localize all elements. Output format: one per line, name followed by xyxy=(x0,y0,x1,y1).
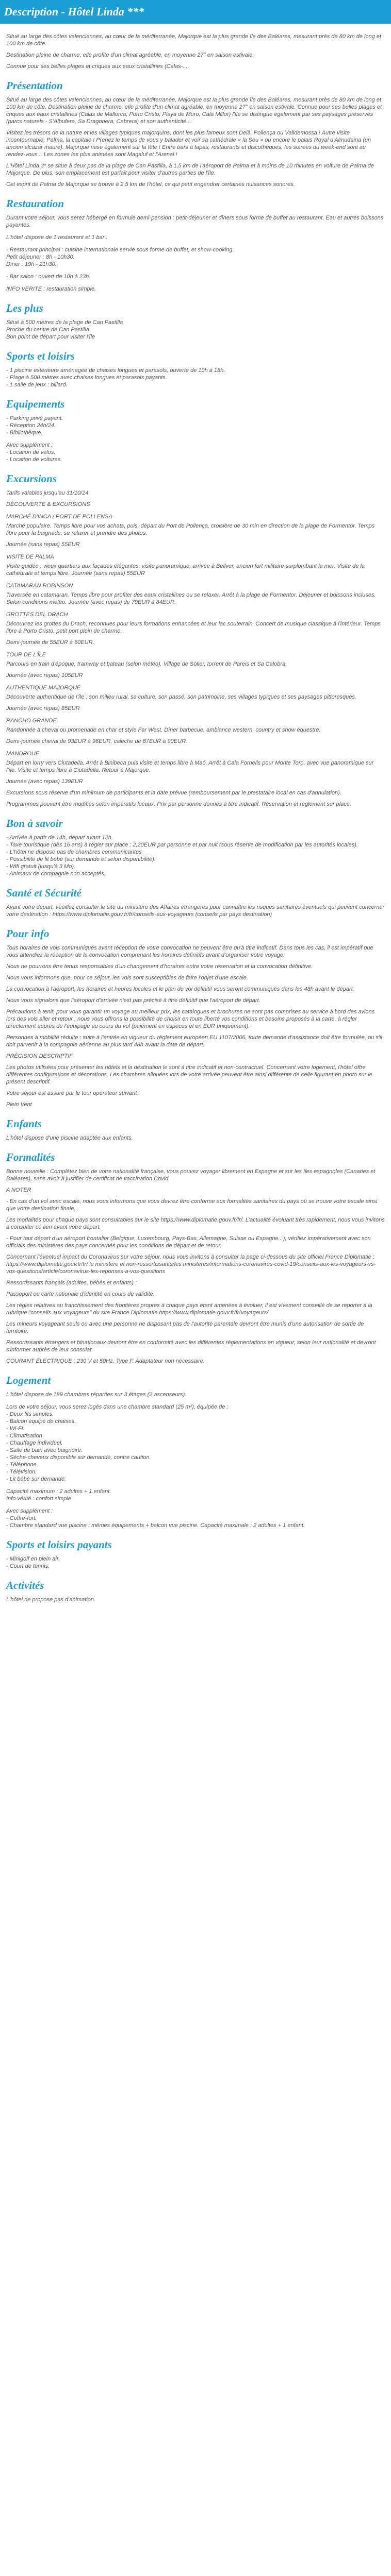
section-heading: Santé et Sécurité xyxy=(6,887,82,899)
section-line: Capacité maximum : 2 adultes + 1 enfant. xyxy=(6,1488,111,1495)
excursion-text: Marché populaire. Temps libre pour vos achats, puis, départ du Port de Pollença, croisière de 30 min en direction de la plage de Formentor. Temps libre pour la baignade, se relaxer et prendre des photos. xyxy=(6,523,375,536)
section-paragraph: Nous ne pourrons être tenus responsables d'un changement d'horaires entre votre réservation et la convocation définitive. xyxy=(6,963,313,970)
section-line: - Parking privé payant. xyxy=(6,415,63,421)
section-heading: Sports et loisirs xyxy=(6,350,75,362)
section-line: Situé à 500 mètres de la plage de Can Pastilla xyxy=(6,319,123,326)
line-gap xyxy=(6,241,385,246)
section-line: - Minigolf en plein air. xyxy=(6,1556,60,1562)
section-heading: Equipements xyxy=(6,398,65,410)
line-gap xyxy=(6,1483,385,1488)
section-line: L'hôtel dispose d'une piscine adaptée aux enfants. xyxy=(6,1135,133,1141)
excursion-name: AUTHENTIQUE MAJORQUE xyxy=(6,685,81,691)
section-plus xyxy=(6,302,385,341)
section-lines xyxy=(6,319,385,341)
section-paragraph: A NOTER xyxy=(6,1187,31,1193)
section-lines xyxy=(6,1596,385,1603)
section-line: Bon point de départ pour visiter l'île xyxy=(6,334,95,340)
section-paragraph: PRÉCISION DESCRIPTIF xyxy=(6,1053,73,1059)
section-line: - L'hôtel ne dispose pas de chambres communicantes. xyxy=(6,849,143,855)
section-bon-savoir xyxy=(6,817,385,877)
section-heading: Logement xyxy=(6,1374,51,1386)
section-line: - Animaux de compagnie non acceptés. xyxy=(6,871,106,877)
excursion-text: Découvrez les grottes du Drach, reconnues pour leurs formations enhancées et leur lac souterrain. Concert de musique classique à l'intérieur. Temps libre à Porto Cristo, petit port plein de charme. xyxy=(6,621,381,634)
section-line: - Télévision. xyxy=(6,1469,37,1475)
intro-paragraph: Destination pleine de charme, elle profite d'un climat agréable, en moyenne 27° en saison estivale. xyxy=(6,52,254,58)
excursion-name: MARCHÉ D'INCA / PORT DE POLLENSA xyxy=(6,514,112,520)
section-line: - Taxe touristique (dès 16 ans) à régler sur place : 2,20EUR par personne et par nuit (sous réserve de modification par les autorités locales). xyxy=(6,842,358,848)
section-line: - Location de vélos. xyxy=(6,449,56,455)
section-line: Proche du centre de Can Pastilla xyxy=(6,327,89,333)
intro-section xyxy=(6,33,385,70)
section-line: L'hôtel dispose de 189 chambres réparties sur 3 étages (2 ascenseurs). xyxy=(6,1392,187,1398)
section-line: - 1 salle de jeux : billard. xyxy=(6,382,68,388)
section-line: - Bibliothèque. xyxy=(6,430,43,436)
excursion-text: Visite guidée : vieux quartiers aux façades élégantes, visite panoramique, arrivée à Bellver, ancien fort militaire surplombant la mer. Visite de la cathédrale et temps libre. Journée (sans repas) 55EUR xyxy=(6,563,365,577)
section-enfants xyxy=(6,1117,385,1142)
section-heading: Formalités xyxy=(6,1151,55,1163)
excursion-name: VISITE DE PALMA xyxy=(6,554,54,560)
section-heading: Bon à savoir xyxy=(6,817,63,829)
section-paragraph: Votre séjour est assuré par le tour opérateur suivant : xyxy=(6,1090,140,1096)
section-line: Lors de votre séjour, vous serez logés dans une chambre standard (25 m²), équipée de : xyxy=(6,1404,229,1410)
section-paragraph: Les mineurs voyageant seuls ou avec une personne ne disposant pas de l'autorité parentale devront être munis d'une autorisation de sortie de territoire. xyxy=(6,1321,364,1334)
section-paragraph: Nous vous signalons que l'aéroport d'arrivée n'est pas précisé à titre définitif que l'aéroport de départ. xyxy=(6,997,260,1004)
section-heading: Présentation xyxy=(6,79,63,92)
section-lines xyxy=(6,367,385,388)
section-paragraph: Ressortissants étrangers et binationaux devront être en conformité avec les différentes réglementations en vigueur, selon leur nationalité et devront s'informer auprès de leur consulat. xyxy=(6,1340,376,1353)
excursion-name: MANDROUE xyxy=(6,751,40,757)
excursion-price: Demi-journée de 55EUR à 60EUR. xyxy=(6,639,94,646)
section-activites xyxy=(6,1579,385,1603)
section-paragraph: Cet esprit de Palma de Majorque se trouve à 2,5 km de l'hôtel, ce qui peut engendrer certaines nuisances sonores. xyxy=(6,181,295,188)
excursion-item xyxy=(6,611,385,646)
excursion-item xyxy=(6,651,385,679)
section-line: - Sèche-cheveux disponible sur demande, contre caution. xyxy=(6,1454,151,1461)
intro-paragraph: Connue pour ses belles plages et criques aux eaux cristallines (Calas-... xyxy=(6,63,188,70)
excursion-price: Journée (avec repas) 105EUR xyxy=(6,672,83,679)
section-line: - Chambre standard vue piscine : mêmes équipements + balcon vue piscine. Capacité maximale : 2 adultes + 1 enfant. xyxy=(6,1522,305,1529)
section-line: Avec supplément : xyxy=(6,442,53,448)
excursion-note: Excursions sous réserve d'un minimum de participants et la date prévue (remboursement par le prestataire local en cas d'annulation). xyxy=(6,790,341,796)
section-line: L'hôtel ne propose pas d'animation. xyxy=(6,1597,95,1603)
section-line: Avant votre départ, veuillez consulter le site du ministère des Affaires étrangères pour connaître les risques sanitaires éventuels qui peuvent concerner votre destination : https://www.diplomatie.gouv.fr/fr/conseils-aux-voyageurs (conseils par pays destination) xyxy=(6,904,385,918)
section-line: - Bar salon : ouvert de 10h à 23h. xyxy=(6,274,91,280)
sections-container xyxy=(6,79,385,1603)
section-lines xyxy=(6,1391,385,1529)
intro-paragraph: Situé au large des côtes valenciennes, au cœur de la méditerranée, Majorque est la plus grande île des Baléares, mesurant près de 80 km de long et 100 km de côte. xyxy=(6,33,382,47)
section-paragraph: Les modalités pour chaque pays sont consultables sur le site https://www.diplomatie.gouv.fr/fr/. L'actualité évoluant très rapidement, nous vous invitons à consulter ce lien avant votre départ. xyxy=(6,1217,385,1230)
section-sante xyxy=(6,887,385,918)
section-restauration xyxy=(6,197,385,293)
section-paragraph: L'Hôtel Linda 3* se situe à deux pas de la plage de Can Pastilla, à 1,5 km de l'aéroport de Palma et à moins de 10 minutes en voiture de Palma de Majorque. De plus, son emplacement est parfait pour visiter d'autres parties de l'île. xyxy=(6,163,374,176)
section-paragraph: Visitez les trésors de la nature et les villages typiques majorquins, dont les plus fameux sont Deià, Pollença ou Valldemossa ! Autre visite incontournable, Palma, la capitale ! Prenez le temps de vous y balader et voir sa cathédrale « la Seu » ou encore le palais Royal d'Almudaina (un ancien alcazar maure). Majorque mise également sur la fête ! Entre bars à tapas, restaurants et discothèques, les soirées du week-end sont au rendez-vous... Les zones les plus animées sont Magaluf et l'Arenal ! xyxy=(6,130,371,158)
section-line: - Possibilité de lit bébé (sur demande et selon disponibilité). xyxy=(6,856,156,862)
section-line: - Téléphone. xyxy=(6,1462,38,1468)
excursion-note: Programmes pouvant être modifiés selon impératifs locaux. Prix par personne donnés à titre indicatif. Réservation et règlement sur place. xyxy=(6,801,351,807)
excursion-name: CATAMARAN ROBINSON xyxy=(6,583,73,589)
line-gap xyxy=(6,1502,385,1507)
excursion-price: Demi-journée cheval de 93EUR à 96EUR, calèche de 87EUR à 90EUR. xyxy=(6,738,187,744)
section-formalites xyxy=(6,1151,385,1365)
excursion-item xyxy=(6,553,385,577)
excursion-text: Découverte authentique de l'île : son milieu rural, sa culture, son passé, son patrimoine, ses villages typiques et ses paysages pittoresques. xyxy=(6,694,356,700)
section-paragraph: Les photos utilisées pour présenter les hôtels et la destination le sont à titre indicatif et non-contractuel. Concernant votre logement, l'hôtel offre différentes configurations et décorations. Les chambres allouées lors de votre arrivée peuvent être ainsi différente de celle figurant en photo sur le présent descriptif. xyxy=(6,1064,372,1085)
section-line: Info vérité : confort simple xyxy=(6,1496,71,1502)
section-heading: Les plus xyxy=(6,302,43,314)
excursion-item xyxy=(6,717,385,745)
section-line: - Restaurant principal : cuisine internationale servie sous forme de buffet, et show-cooking. xyxy=(6,247,234,253)
section-paragraph: Nous vous informons que, pour ce séjour, les vols sont susceptibles de faire l'objet d'une escale. xyxy=(6,975,248,981)
line-gap xyxy=(6,280,385,285)
section-line: L'hôtel dispose de 1 restaurant et 1 bar : xyxy=(6,234,108,241)
line-gap xyxy=(6,268,385,273)
excursion-item xyxy=(6,684,385,712)
section-lines xyxy=(6,415,385,463)
section-line: - Wi-Fi. xyxy=(6,1426,25,1432)
section-paragraph: Ressortissants français (adultes, bébés et enfants) : xyxy=(6,1280,137,1286)
section-sports xyxy=(6,350,385,388)
section-lines xyxy=(6,1555,385,1570)
excursions-dates: Tarifs valables jusqu'au 31/10/24. xyxy=(6,490,90,496)
section-heading: Excursions xyxy=(6,472,57,485)
section-paragraph: La convocation à l'aéroport, les horaires et heures locales et le plan de vol définitif vous seront communiqués dans les 48h avant le départ. xyxy=(6,986,354,992)
content-body xyxy=(0,24,391,1603)
section-line: Dîner : 19h - 21h30. xyxy=(6,261,57,267)
excursion-name: RANCHO GRANDE xyxy=(6,718,57,724)
excursion-item xyxy=(6,513,385,548)
excursion-item xyxy=(6,750,385,785)
section-line: INFO VERITE : restauration simple. xyxy=(6,286,96,292)
line-gap xyxy=(6,1398,385,1403)
page-title: Description - Hôtel Linda *** xyxy=(4,5,144,18)
section-line: - Court de tennis. xyxy=(6,1563,50,1569)
section-line: - Coffre-fort. xyxy=(6,1515,37,1521)
section-paragraph: Concernant l'éventuel impact du Coronavirus sur votre séjour, nous vous invitons à consulter la page ci-dessous du site officiel France Diplomatie : https://www.diplomatie.gouv.fr/fr/ le ministère et non-ressortissants/les ministères/informations-coronavirus-covid-19/conseils-aux-les-voyageurs-vs-vos-questions/article/coronavirus-les-reponses-a-vos-questions xyxy=(6,1254,376,1275)
section-lines xyxy=(6,834,385,877)
excursion-name: TOUR DE L'ÎLE xyxy=(6,652,46,658)
excursion-item xyxy=(6,582,385,606)
excursion-text: Parcours en train d'époque, tramway et bateau (selon météo). Village de Sóller, torrent de Pareis et Sa Calobra. xyxy=(6,661,287,667)
section-paragraph: Passeport ou carte nationale d'identité en cours de validité. xyxy=(6,1291,155,1297)
section-line: - Lit bébé sur demande. xyxy=(6,1476,67,1482)
section-line: - Wifi gratuit (jusqu'à 3 Mo). xyxy=(6,863,76,870)
section-line: - Réception 24h/24. xyxy=(6,422,56,429)
section-line: Avec supplément : xyxy=(6,1508,53,1514)
section-line: Petit déjeuner : 8h - 10h30. xyxy=(6,254,75,260)
section-info xyxy=(6,927,385,1108)
excursion-price: Journée (avec repas) 85EUR xyxy=(6,705,80,711)
section-lines xyxy=(6,214,385,293)
section-line: - Balcon équipé de chaises. xyxy=(6,1418,76,1425)
section-heading: Pour info xyxy=(6,927,50,940)
section-paragraph: Les règles relatives au franchissement des frontières propres à chaque pays étant amenées à évoluer, il est vivement conseillé de se reporter à la rubrique "conseils aux voyageurs" du site France Diplomatie.https://www.diplomatie.gouv.fr/fr/voyageurs/ xyxy=(6,1302,372,1316)
section-paragraph: - Pour tout départ d'un aéroport frontalier (Belgique, Luxembourg, Pays-Bas, Allemagne, Suisse ou Espagne...), vérifiez impérativement avec son officials des ministères des pays concernés pour les conditions de départ et de retour. xyxy=(6,1235,371,1249)
section-equipements xyxy=(6,398,385,463)
section-paragraph: Personnes à mobilité réduite : suite à l'entrée en vigueur du règlement européen EU 1107/2006, toute demande d'assistance doit être formulée, ou s'il doit parvenir à la compagnie aérienne au plus tard 48h avant la date de départ. xyxy=(6,1035,382,1048)
section-excursions xyxy=(6,472,385,808)
section-lines xyxy=(6,904,385,918)
section-paragraph: Tous horaires de vols communiqués avant réception de votre convocation ne peuvent être qu'à titre indicatif. Dans tous les cas, il est impératif que vous attendiez la réception de la convocation comprenant les horaires définitifs avant d'organiser votre voyage. xyxy=(6,945,373,958)
section-line: Durant votre séjour, vous serez hébergé en formule demi-pension : petit-déjeuner et dîners sous forme de buffet au restaurant. Eau et autres boissons payantes. xyxy=(6,215,384,228)
section-paragraph: - En cas d'un vol avec escale, nous vous informons que vous devrez être conforme aux formalités sanitaires du pays où se trouve votre escale ainsi que votre destination finale. xyxy=(6,1198,378,1212)
excursion-price: Journée (avec repas) 139EUR xyxy=(6,778,83,785)
section-lines xyxy=(6,1134,385,1142)
section-line: - Location de voitures. xyxy=(6,456,62,463)
section-paragraph: Bonne nouvelle : Complétez bien de votre nationalité française, vous pouvez voyager librement en Espagne et sur les îles espagnoles (Canaries et Baléares), sans avoir à justifier de certificat de vaccination Covid. xyxy=(6,1168,376,1182)
section-heading: Enfants xyxy=(6,1117,42,1130)
excursions-subtitle: DÉCOUVERTE & EXCURSIONS xyxy=(6,501,90,507)
section-line: - Climatisation xyxy=(6,1433,42,1439)
section-paragraph: Plein Vent xyxy=(6,1101,32,1108)
section-heading: Activités xyxy=(6,1579,44,1591)
section-line: - Deux lits simples. xyxy=(6,1411,54,1417)
excursion-text: Départ en lorry vers Ciutadella. Arrêt à Binibeca puis visite et temps libre à Maó. Arrêt à Cala Fornells pour Monte Toro, avec vue panoramique sur l'île. Visite et temps libre à Ciutadella. Retour à Majorque. xyxy=(6,760,374,773)
section-paragraph: Précautions à tenir, pour vous garantir un voyage au meilleur prix, les catalogues et brochures ne sont pas comprises au service à bord des avions lors des vols aller et retour ; nous vous offrons la possibilité de choisir en toute liberté vos conditions et besoins proposés à la carte, à régler directement auprès de l'équipage au cours du vol (paiement en espèces et en EUR uniquement). xyxy=(6,1009,375,1029)
excursion-name: GROTTES DEL DRACH xyxy=(6,612,68,618)
section-heading: Sports et loisirs payants xyxy=(6,1538,112,1551)
section-line: - Plage à 500 mètres avec chaises longues et parasols payants. xyxy=(6,375,167,381)
section-line: - Chauffage individuel. xyxy=(6,1440,63,1446)
excursion-price: Journée (sans repas) 55EUR xyxy=(6,541,80,548)
section-presentation xyxy=(6,79,385,188)
excursion-text: Randonnée à cheval ou promenade en char et style Far West. Dîner barbecue, ambiance western, country et show équestre. xyxy=(6,727,321,733)
section-line: - 1 piscine extérieure aménagée de chaises longues et parasols, ouverte de 10h à 18h. xyxy=(6,367,225,374)
line-gap xyxy=(6,229,385,234)
section-line: - Arrivée à partir de 14h, départ avant 12h. xyxy=(6,835,113,841)
section-paragraph: Situé au large des côtes valenciennes, au cœur de la méditerranée, Majorque est la plus grande île des Baléares, mesurant près de 80 km de long et 100 km de côte. Destination pleine de charme, elle profite d'un climat agréable, en moyenne 27° en saison estivale. Connue pour ses belles plages et criques aux eaux cristallines (Calas de Mallorca, Porto Cristo, Playa de Muro, Cala Millor) l'île se distingue également par ses paysages préservés (parcs naturels - S'Albufera, Sa Dragonera, Cabrera) et son authenticité... xyxy=(6,97,382,125)
section-line: - Salle de bain avec baignoire. xyxy=(6,1447,83,1453)
section-paragraph: COURANT ÉLECTRIQUE : 230 V et 50Hz. Type F. Adaptateur non nécessaire. xyxy=(6,1358,205,1364)
excursion-text: Traversée en catamaran. Temps libre pour profiter des eaux cristallines ou se relaxer. Arrêt à la plage de Formentor. Déjeuner et boissons incluses. Selon conditions météo. Journée (avec repas) de 79EUR à 84EUR. xyxy=(6,592,376,605)
section-logement xyxy=(6,1374,385,1529)
title-bar xyxy=(0,0,391,24)
section-heading: Restauration xyxy=(6,197,64,210)
line-gap xyxy=(6,436,385,442)
section-sports2 xyxy=(6,1538,385,1570)
